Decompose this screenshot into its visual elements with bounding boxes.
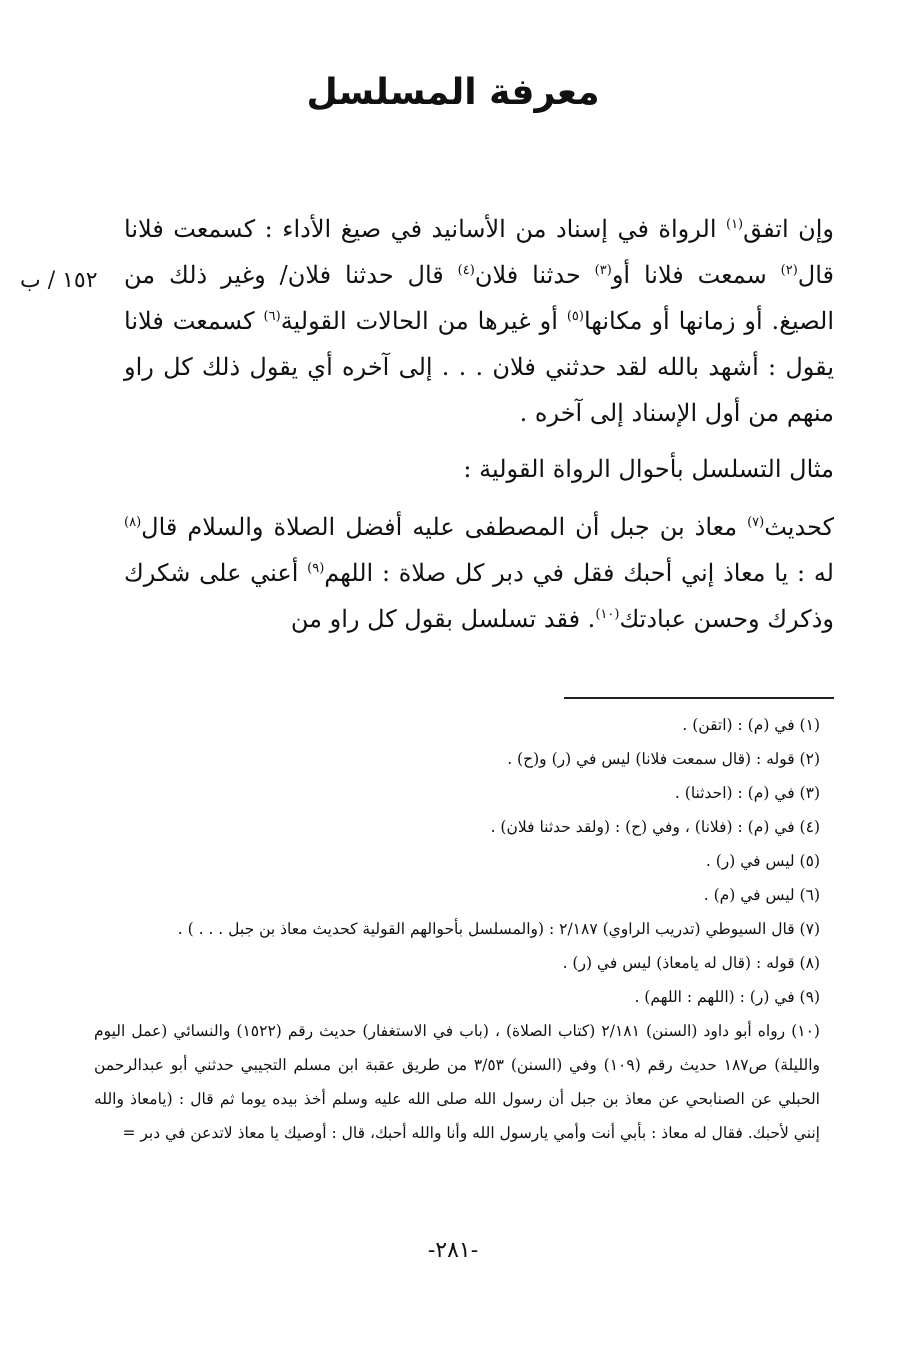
footnote-item: (١) في (م) : (اتقن) .: [682, 716, 820, 734]
footnote-item: (٤) في (م) : (فلانا) ، وفي (ح) : (ولقد حدثنا فلان) .: [490, 818, 820, 836]
footnote-item: (٥) ليس في (ر) .: [705, 852, 820, 870]
footnote-marker: (٣): [594, 263, 612, 278]
text-segment: . فقد تسلسل بقول كل راو من: [290, 605, 596, 633]
text-segment: سمعت فلانا أو: [611, 261, 781, 289]
footnote-separator: [564, 697, 834, 699]
footnote-marker: (٨): [124, 515, 142, 530]
footnote-item: (٩) في (ر) : (اللهم : اللهم) .: [634, 988, 820, 1006]
footnote-item: (٧) قال السيوطي (تدريب الراوي) ٢/١٨٧ : (والمسلسل بأحوالهم القولية كحديث معاذ بن جبل . . . ) .: [177, 920, 820, 938]
body-paragraph: [124, 504, 834, 642]
text-segment: كسمعت فلانا يقول : أشهد بالله لقد حدثني فلان . . . إلى آخره أي يقول ذلك كل راو منهم من أول الإسناد إلى آخره .: [124, 307, 834, 427]
footnote-marker: (٥): [566, 309, 584, 324]
footnote-marker: (١): [725, 217, 744, 232]
footnotes-list: [94, 708, 834, 1150]
text-segment: قال حدثنا فلان/ وغير ذلك من الصيغ. أو زمانها أو مكانها: [124, 261, 834, 335]
body-paragraph: [124, 446, 834, 492]
chapter-title: معرفة المسلسل: [306, 72, 600, 113]
footnote-marker: (٦): [263, 309, 281, 324]
body-paragraph: [124, 206, 834, 436]
text-segment: معاذ بن جبل أن المصطفى عليه أفضل الصلاة والسلام قال: [141, 513, 748, 541]
text-segment: له : يا معاذ إني أحبك فقل في دبر كل صلاة : اللهم: [324, 559, 834, 587]
text-segment: كحديث: [764, 513, 834, 541]
main-text: [124, 206, 834, 642]
manuscript-folio-note: ١٥٢ / ب: [20, 268, 98, 293]
footnote-item: (٢) قوله : (قال سمعت فلانا) ليس في (ر) و(ح) .: [507, 750, 820, 768]
footnote-item: (٣) في (م) : (احدثنا) .: [674, 784, 820, 802]
footnote-marker: (٢): [780, 263, 798, 278]
text-segment: أعني على شكرك وذكرك وحسن عبادتك: [124, 559, 834, 633]
footnote-marker: (١٠): [595, 607, 620, 622]
footnote-item: (٦) ليس في (م) .: [703, 886, 820, 904]
footnote-marker: (٩): [307, 561, 325, 576]
text-segment: الرواة في إسناد من الأسانيد في صيغ الأداء : كسمعت فلانا قال: [124, 215, 835, 289]
text-segment: حدثنا فلان: [474, 261, 595, 289]
footnote-marker: (٧): [747, 515, 765, 530]
text-segment: وإن اتفق: [743, 215, 835, 243]
footnote-item: (١٠) رواه أبو داود (السنن) ٢/١٨١ (كتاب الصلاة) ، (باب في الاستغفار) حديث رقم (١٥٢٢) والنسائي (عمل اليوم والليلة) ص١٨٧ حديث رقم (١٠٩) وفي (السنن) ٣/٥٣ من طريق عقبة ابن مسلم التجيبي حدثني أبو عبدالرحمن الحبلي عن الصنابحي عن معاذ بن جبل أن رسول الله صلى الله عليه وسلم أخذ بيده يوما ثم قال : (يامعاذ والله إنني لأحبك. فقال له معاذ : بأبي أنت وأمي يارسول الله وأنا والله أحبك، قال : أوصيك يا معاذ لاتدعن في دبر =: [94, 1022, 820, 1142]
text-segment: مثال التسلسل بأحوال الرواة القولية :: [463, 455, 834, 483]
page-number: -٢٨١-: [427, 1238, 479, 1263]
footnote-marker: (٤): [457, 263, 475, 278]
text-segment: أو غيرها من الحالات القولية: [280, 307, 567, 335]
footnote-item: (٨) قوله : (قال له يامعاذ) ليس في (ر) .: [562, 954, 820, 972]
